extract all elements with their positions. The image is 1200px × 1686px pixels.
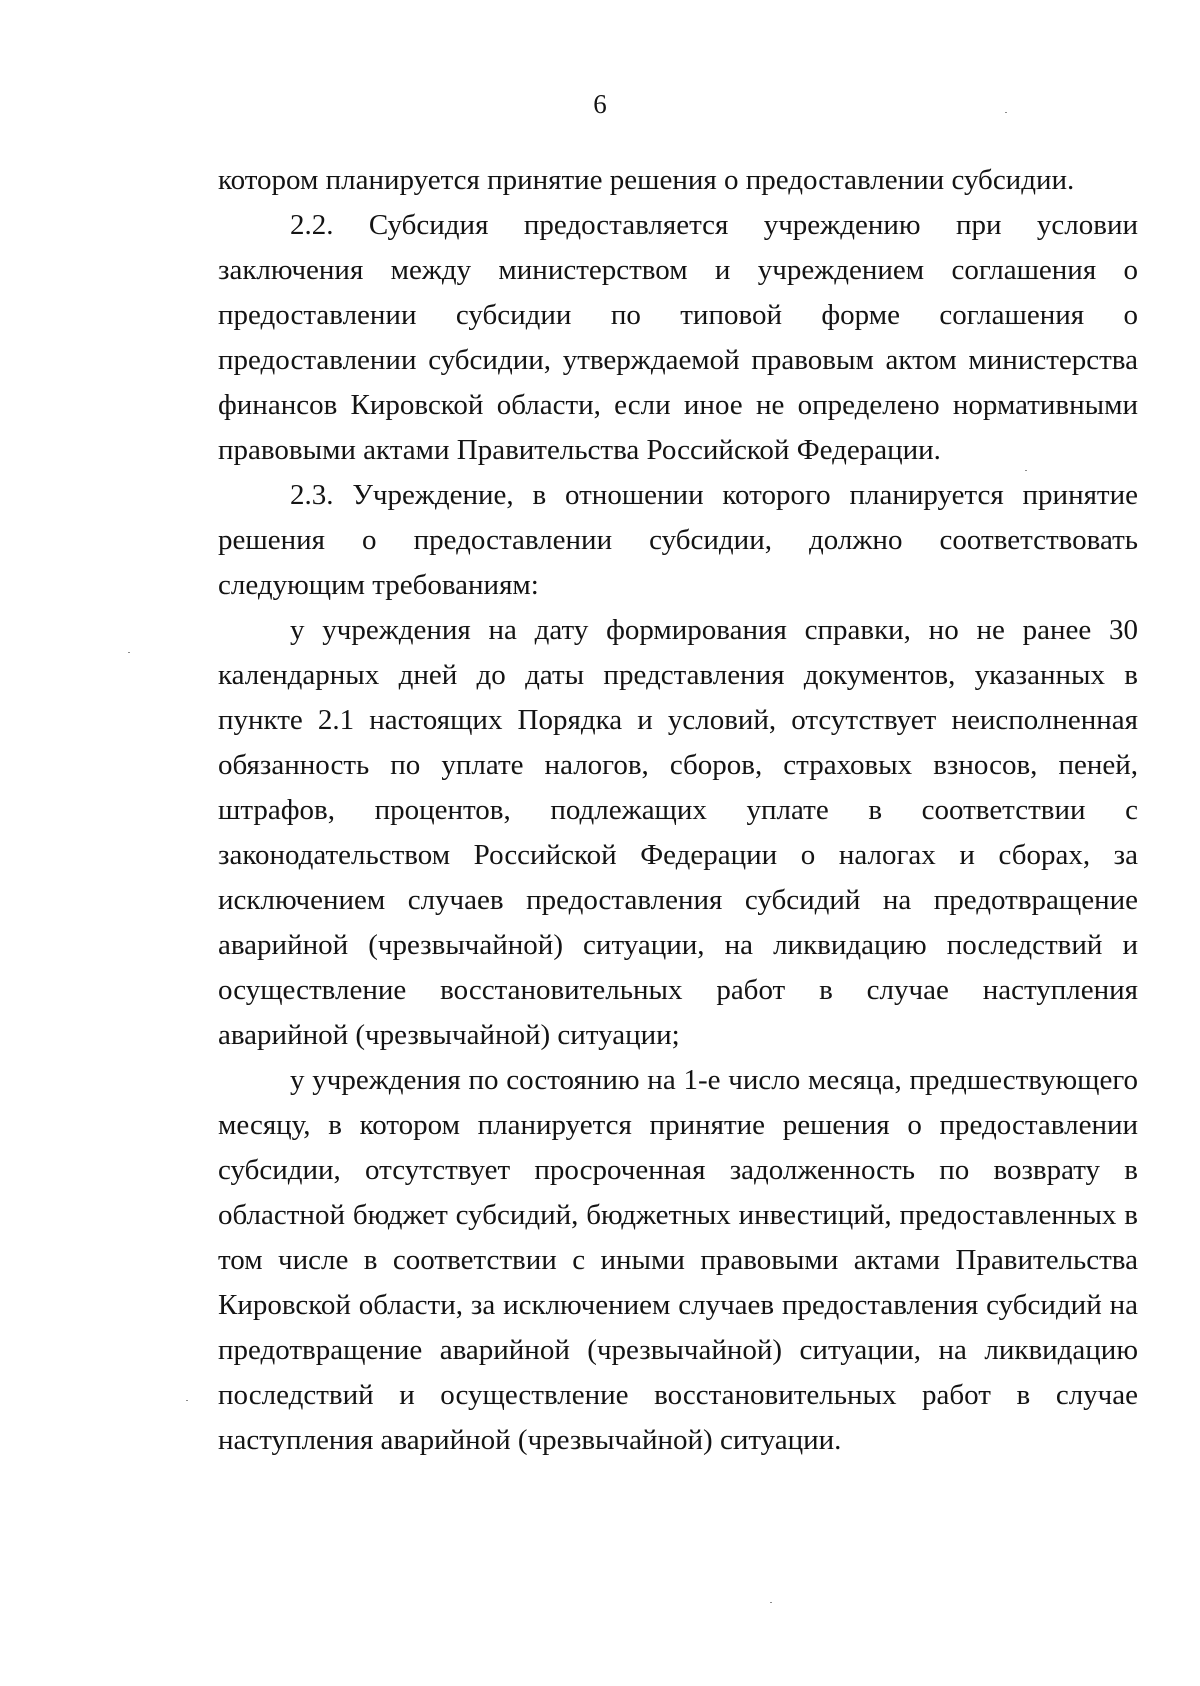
document-body	[218, 158, 1138, 1463]
paragraph-clause-2-3: 2.3. Учреждение, в отношении которого планируется принятие решения о предоставлении субсидии, должно соответствовать следующим требованиям:	[218, 479, 1138, 601]
scan-speck	[1005, 112, 1007, 113]
paragraph-clause-2-2: 2.2. Субсидия предоставляется учреждению при условии заключения между министерством и учреждением соглашения о предоставлении субсидии по типовой форме соглашения о предоставлении субсидии, утверждаемой правовым актом министерства финансов Кировской области, если иное не определено нормативными правовыми актами Правительства Российской Федерации.	[218, 209, 1138, 466]
scan-speck	[770, 1602, 772, 1603]
scan-speck	[128, 652, 130, 653]
scan-speck	[1025, 470, 1027, 471]
page-number: 6	[593, 89, 607, 119]
paragraph-continuation: котором планируется принятие решения о предоставлении субсидии.	[218, 164, 1075, 196]
paragraph-debt-requirement: у учреждения по состоянию на 1-е число месяца, предшествующего месяцу, в котором планируется принятие решения о предоставлении субсидии, отсутствует просроченная задолженность по возврату в областной бюджет субсидий, бюджетных инвестиций, предоставленных в том числе в соответствии с иными правовыми актами Правительства Кировской области, за исключением случаев предоставления субсидий на предотвращение аварийной (чрезвычайной) ситуации, на ликвидацию последствий и осуществление восстановительных работ в случае наступления аварийной (чрезвычайной) ситуации.	[218, 1064, 1138, 1456]
scan-speck	[186, 1400, 188, 1401]
paragraph-tax-requirement: у учреждения на дату формирования справки, но не ранее 30 календарных дней до даты представления документов, указанных в пункте 2.1 настоящих Порядка и условий, отсутствует неисполненная обязанность по уплате налогов, сборов, страховых взносов, пеней, штрафов, процентов, подлежащих уплате в соответствии с законодательством Российской Федерации о налогах и сборах, за исключением случаев предоставления субсидий на предотвращение аварийной (чрезвычайной) ситуации, на ликвидацию последствий и осуществление восстановительных работ в случае наступления аварийной (чрезвычайной) ситуации;	[218, 614, 1138, 1051]
